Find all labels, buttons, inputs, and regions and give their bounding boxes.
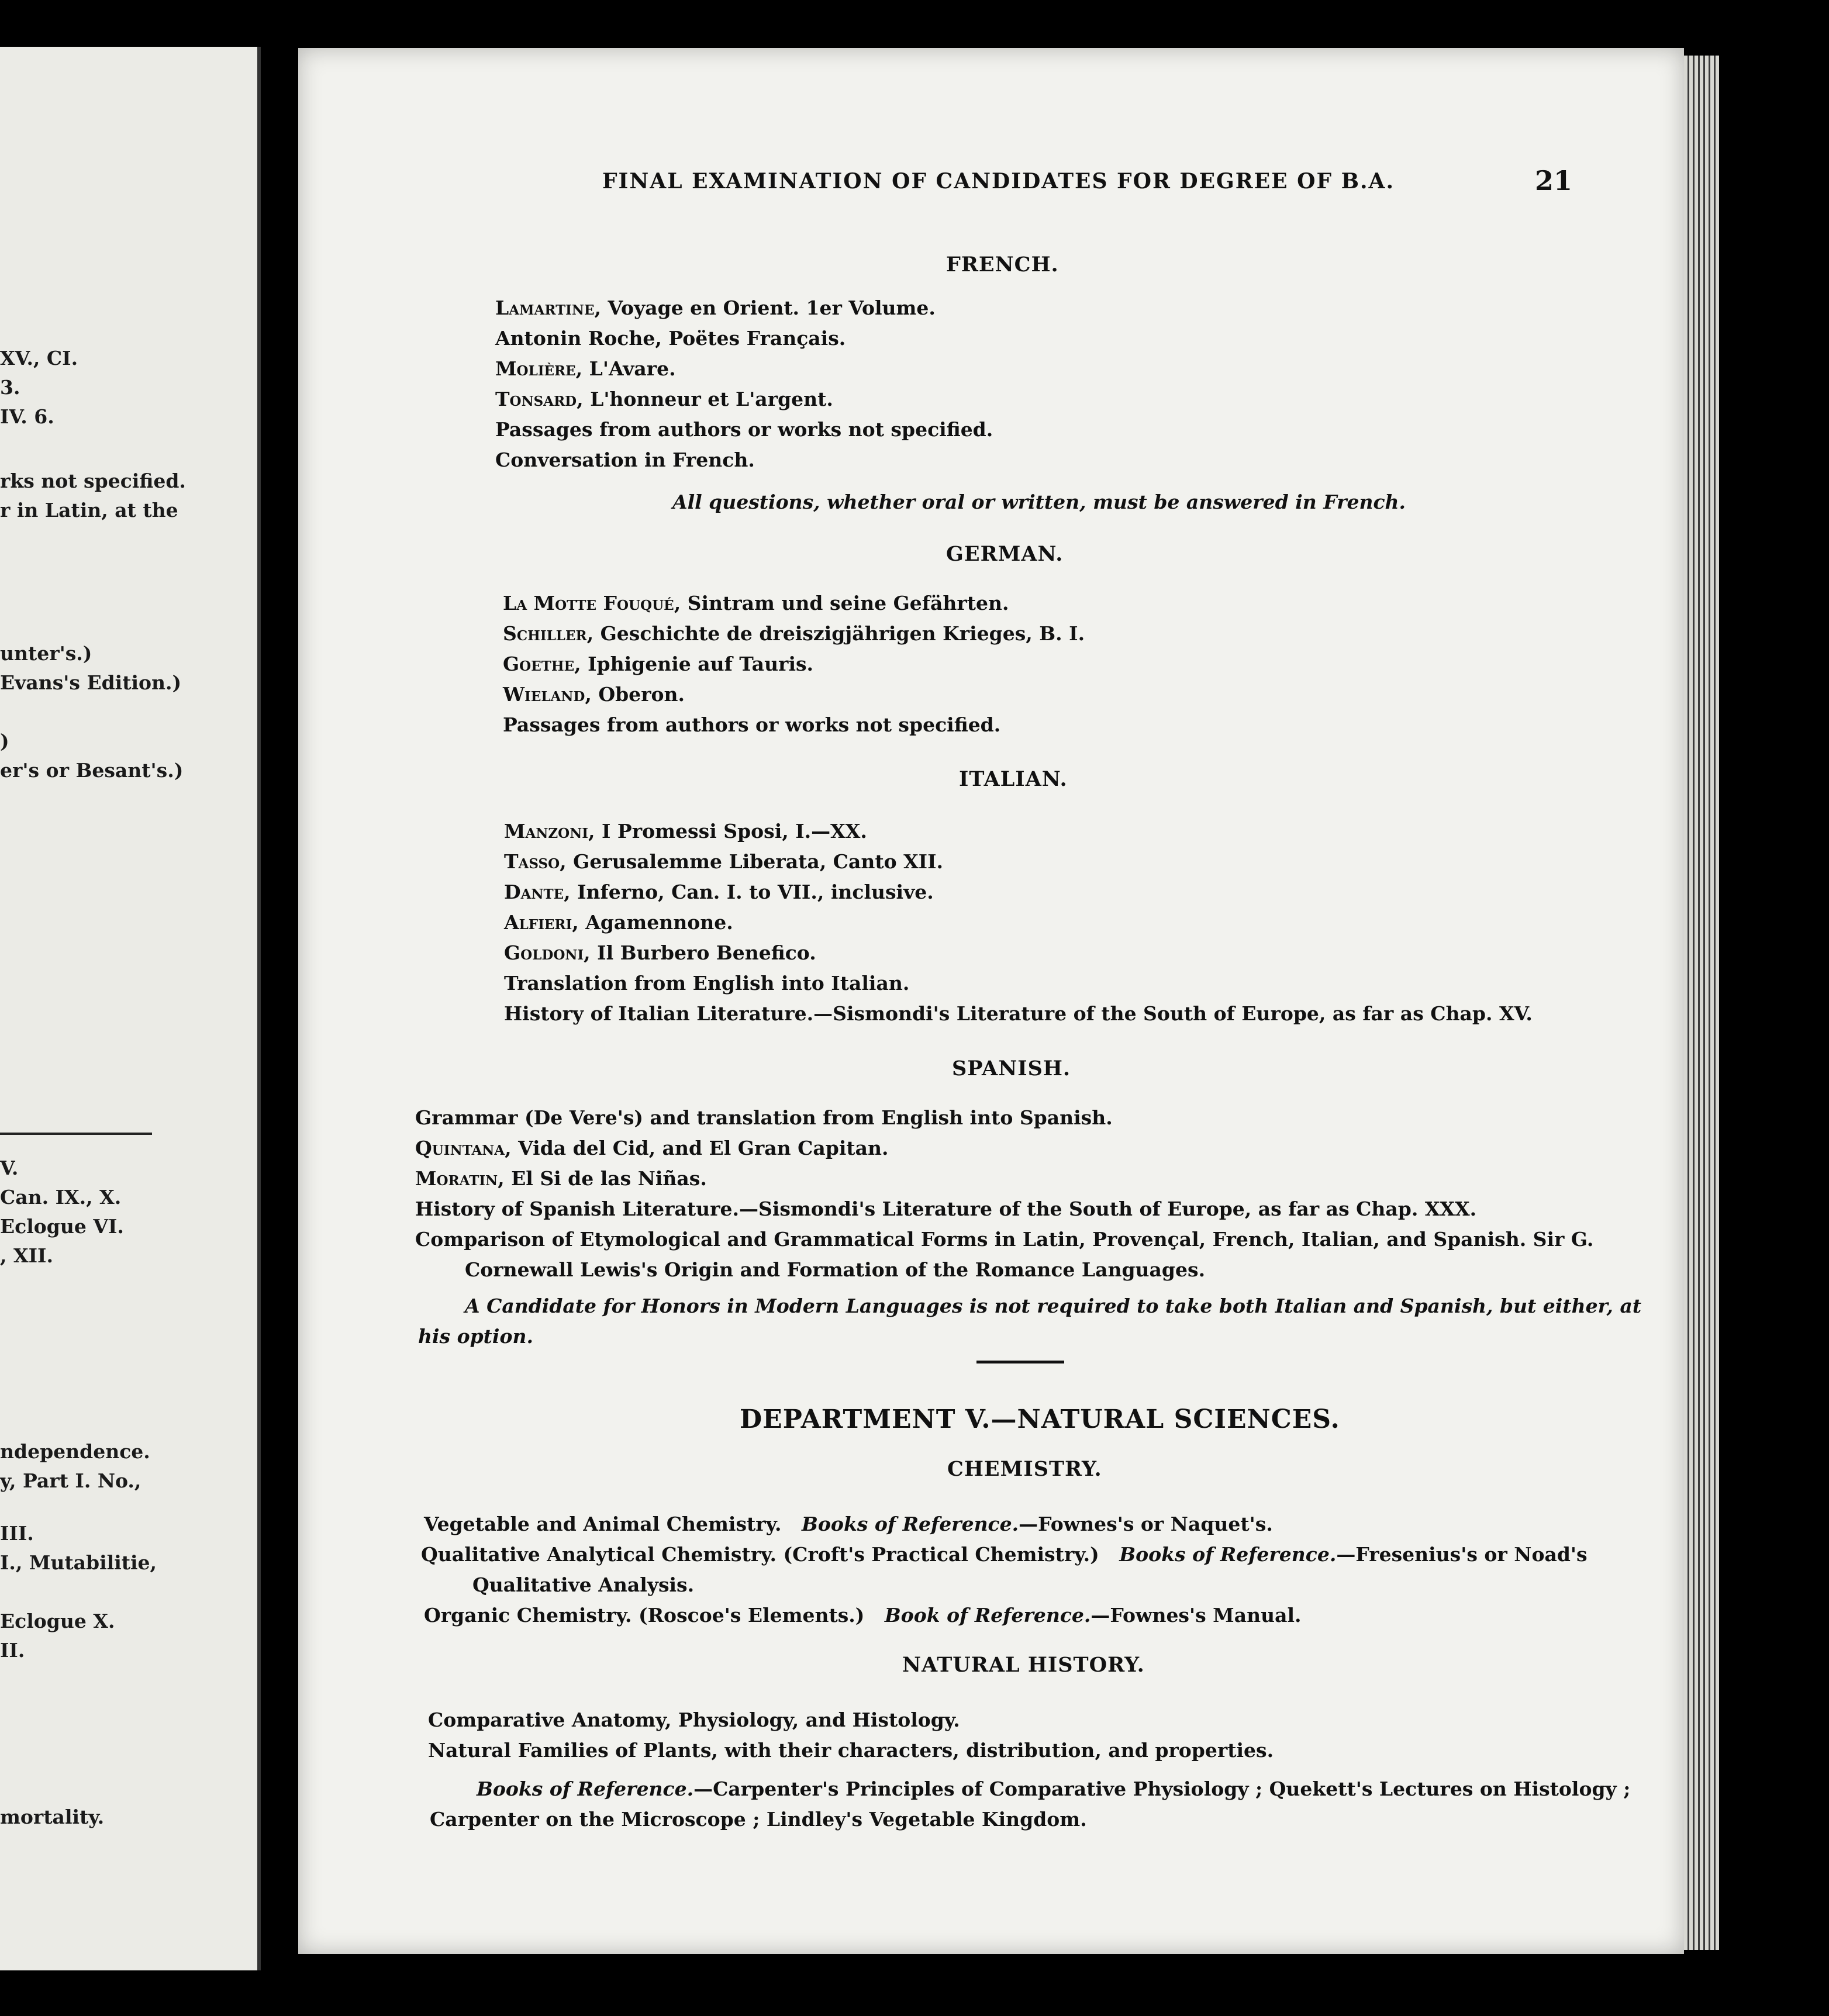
list-item: Dante, Inferno, Can. I. to VII., inclusive. bbox=[504, 881, 934, 903]
left-page-line: Eclogue X. bbox=[0, 1610, 115, 1632]
left-facing-page bbox=[0, 47, 261, 1970]
list-item: Passages from authors or works not specified. bbox=[495, 418, 993, 441]
list-item: History of Italian Literature.—Sismondi's Literature of the South of Europe, as far as Chap. XV. bbox=[504, 1002, 1533, 1025]
list-item: Molière, L'Avare. bbox=[495, 357, 676, 380]
left-page-line: II. bbox=[0, 1639, 25, 1662]
left-page-line: I., Mutabilitie, bbox=[0, 1551, 157, 1574]
natural-history-line: Natural Families of Plants, with their characters, distribution, and properties. bbox=[428, 1739, 1274, 1762]
list-item: La Motte Fouqué, Sintram und seine Gefährten. bbox=[503, 592, 1009, 615]
comparison-line: Cornewall Lewis's Origin and Formation of the Romance Languages. bbox=[465, 1258, 1206, 1281]
list-item: Translation from English into Italian. bbox=[504, 972, 910, 995]
running-title: FINAL EXAMINATION OF CANDIDATES FOR DEGREE OF B.A. bbox=[602, 169, 1395, 194]
left-page-line: IV. 6. bbox=[0, 405, 54, 428]
list-item: Tasso, Gerusalemme Liberata, Canto XII. bbox=[504, 850, 944, 873]
list-item: Antonin Roche, Poëtes Français. bbox=[495, 327, 846, 350]
left-page-line: rks not specified. bbox=[0, 470, 186, 492]
section-heading-french: FRENCH. bbox=[946, 253, 1059, 277]
section-heading-italian: ITALIAN. bbox=[959, 767, 1068, 791]
left-page-line: unter's.) bbox=[0, 642, 92, 665]
list-item: Wieland, Oberon. bbox=[503, 683, 685, 706]
section-heading-chemistry: CHEMISTRY. bbox=[947, 1457, 1102, 1481]
list-item: Grammar (De Vere's) and translation from English into Spanish. bbox=[415, 1106, 1113, 1129]
list-item: Goethe, Iphigenie auf Tauris. bbox=[503, 653, 814, 675]
list-item: Manzoni, I Promessi Sposi, I.—XX. bbox=[504, 820, 867, 843]
left-page-line: mortality. bbox=[0, 1806, 105, 1828]
section-heading-natural-history: NATURAL HISTORY. bbox=[902, 1653, 1145, 1677]
reference-line: Books of Reference.—Carpenter's Principles of Comparative Physiology ; Quekett's Lectures on Histology ; bbox=[477, 1777, 1631, 1800]
department-heading: DEPARTMENT V.—NATURAL SCIENCES. bbox=[740, 1404, 1340, 1434]
page-number: 21 bbox=[1535, 165, 1573, 196]
book-page-edges bbox=[1684, 56, 1719, 1950]
section-heading-spanish: SPANISH. bbox=[952, 1057, 1071, 1081]
section-note: his option. bbox=[418, 1325, 533, 1348]
left-page-line: ) bbox=[0, 730, 9, 752]
left-page-line: 3. bbox=[0, 376, 20, 399]
list-item: Schiller, Geschichte de dreiszigjährigen Krieges, B. I. bbox=[503, 622, 1085, 645]
section-note: A Candidate for Honors in Modern Languages is not required to take both Italian and Spanish, but either, at bbox=[465, 1294, 1642, 1317]
list-item: Goldoni, Il Burbero Benefico. bbox=[504, 941, 816, 964]
natural-history-line: Comparative Anatomy, Physiology, and Histology. bbox=[428, 1708, 960, 1731]
left-page-line: y, Part I. No., bbox=[0, 1469, 142, 1492]
left-page-line: Evans's Edition.) bbox=[0, 671, 182, 694]
list-item: Lamartine, Voyage en Orient. 1er Volume. bbox=[495, 296, 936, 319]
left-page-line: V. bbox=[0, 1157, 19, 1179]
list-item: Conversation in French. bbox=[495, 448, 755, 471]
main-page bbox=[298, 48, 1684, 1954]
list-item: Moratin, El Si de las Niñas. bbox=[415, 1167, 707, 1190]
comparison-line: Comparison of Etymological and Grammatical Forms in Latin, Provençal, French, Italian, and Spanish. Sir G. bbox=[415, 1228, 1594, 1251]
chemistry-line: Vegetable and Animal Chemistry. Books of Reference.—Fownes's or Naquet's. bbox=[424, 1513, 1273, 1535]
section-divider bbox=[976, 1361, 1064, 1363]
chemistry-line: Qualitative Analytical Chemistry. (Croft's Practical Chemistry.) Books of Reference.—Fresenius's or Noad's bbox=[421, 1543, 1588, 1566]
left-page-line: Eclogue VI. bbox=[0, 1215, 124, 1238]
list-item: Quintana, Vida del Cid, and El Gran Capitan. bbox=[415, 1137, 889, 1159]
section-note: All questions, whether oral or written, must be answered in French. bbox=[672, 491, 1406, 513]
left-page-line: , XII. bbox=[0, 1244, 53, 1267]
left-page-line: Can. IX., X. bbox=[0, 1186, 122, 1209]
chemistry-line: Organic Chemistry. (Roscoe's Elements.) Book of Reference.—Fownes's Manual. bbox=[424, 1604, 1302, 1627]
section-heading-german: GERMAN. bbox=[946, 542, 1064, 566]
left-page-line: XV., CI. bbox=[0, 347, 78, 370]
chemistry-line: Qualitative Analysis. bbox=[472, 1573, 695, 1596]
left-page-line: ndependence. bbox=[0, 1440, 150, 1463]
list-item: Tonsard, L'honneur et L'argent. bbox=[495, 388, 833, 410]
list-item: Alfieri, Agamennone. bbox=[504, 911, 733, 934]
left-page-rule bbox=[0, 1133, 152, 1135]
list-item: History of Spanish Literature.—Sismondi's Literature of the South of Europe, as far as Chap. XXX. bbox=[415, 1197, 1477, 1220]
list-item: Passages from authors or works not specified. bbox=[503, 713, 1001, 736]
left-page-line: er's or Besant's.) bbox=[0, 759, 184, 782]
reference-line: Carpenter on the Microscope ; Lindley's Vegetable Kingdom. bbox=[430, 1808, 1087, 1831]
left-page-line: r in Latin, at the bbox=[0, 499, 178, 522]
left-page-line: III. bbox=[0, 1522, 34, 1545]
